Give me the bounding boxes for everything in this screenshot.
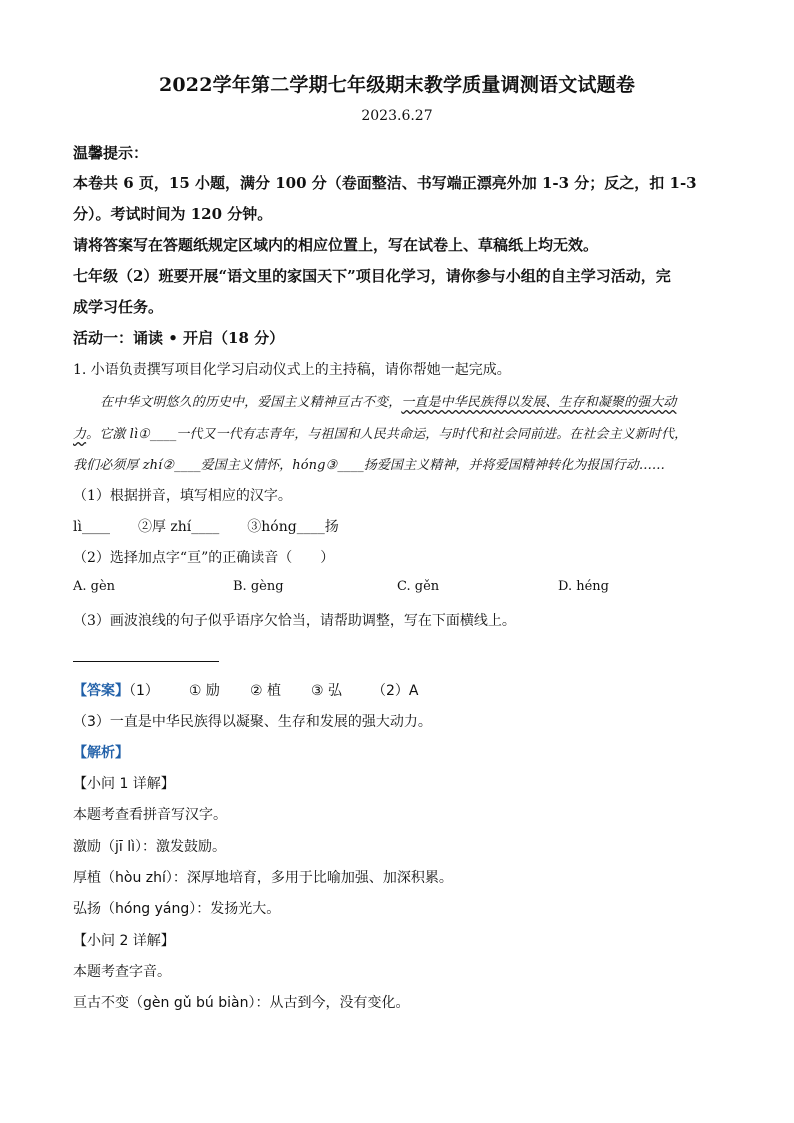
option-a: A. gèn (73, 579, 116, 594)
fill-blanks: lì____ ②厚 zhí____ ③hóng____扬 (73, 519, 339, 535)
analysis-q2-line-1: 亘古不变（gèn gǔ bú biàn）：从古到今，没有变化。 (73, 995, 410, 1011)
exam-date: 2023.6.27 (361, 108, 433, 124)
analysis-q1-line-1: 激励（jī lì）：激发鼓励。 (73, 839, 227, 855)
wavy-sentence-end: 力 (73, 427, 87, 442)
notice-label: 温馨提示： (73, 144, 149, 162)
exam-title: 2022学年第二学期七年级期末教学质量调测语文试题卷 (158, 74, 636, 96)
answer-part-1: （1） (129, 683, 159, 699)
passage-text: 。它激 lì①____一代又一代有志青年，与祖国和人民共命运，与时代和社会同前进。在社会主义新时代， (86, 427, 688, 442)
analysis-q1-line-3: 弘扬（hóng yáng）：发扬光大。 (73, 901, 281, 917)
activity-heading: 活动一：诵读 • 开启（18 分） (73, 329, 285, 347)
passage-line-2 (73, 423, 687, 442)
analysis-q1-line-2: 厚植（hòu zhí）：深厚地培育，多用于比喻加强、加深积累。 (73, 870, 453, 886)
passage-line-3: 我们必须厚 zhí②____爱国主义情怀，hóng③____扬爱国主义精神，并将爱国精神转化为报国行动…… (73, 458, 666, 473)
answer-tag: 【答案】 (73, 683, 129, 699)
wavy-sentence: 一直是中华民族得以发展、生存和凝聚的强大动 (401, 395, 677, 410)
analysis-q2-heading: 【小问 2 详解】 (73, 933, 175, 949)
notice-line-5: 成学习任务。 (73, 298, 164, 316)
analysis-q1-intro: 本题考查看拼音写汉字。 (73, 807, 227, 823)
sub-question-3: （3）画波浪线的句子似乎语序欠恰当，请帮助调整，写在下面横线上。 (73, 613, 516, 629)
notice-line-4: 七年级（2）班要开展“语文里的家国天下”项目化学习，请你参与小组的自主学习活动，完 (73, 267, 671, 285)
sub-question-2: （2）选择加点字“亘”的正确读音（ ） (73, 550, 335, 566)
answer-blank-line (73, 661, 219, 662)
answer-1-2: ② 植 (249, 683, 281, 699)
sub-question-1: （1）根据拼音，填写相应的汉字。 (73, 488, 292, 504)
question-1-stem: 1. 小语负责撰写项目化学习启动仪式上的主持稿，请你帮她一起完成。 (73, 362, 511, 378)
answer-part-2: （2）A (371, 683, 419, 699)
option-b: B. gèng (233, 579, 284, 594)
analysis-q1-heading: 【小问 1 详解】 (73, 776, 175, 792)
passage-line-1 (100, 391, 676, 410)
option-d: D. héng (558, 579, 609, 594)
passage-text: 在中华文明悠久的历史中，爱国主义精神亘古不变， (100, 395, 402, 410)
option-c: C. gěn (397, 579, 440, 594)
analysis-q2-intro: 本题考查字音。 (73, 964, 171, 980)
answer-line-1 (73, 680, 418, 700)
notice-line-2: 分）。考试时间为 120 分钟。 (73, 205, 273, 223)
notice-line-1: 本卷共 6 页，15 小题，满分 100 分（卷面整洁、书写端正漂亮外加 1-3 分；反之，扣 1-3 (73, 174, 697, 192)
answer-part-3: （3）一直是中华民族得以凝聚、生存和发展的强大动力。 (73, 714, 432, 730)
analysis-tag: 【解析】 (73, 745, 129, 761)
answer-1-3: ③ 弘 (310, 683, 342, 699)
notice-line-3: 请将答案写在答题纸规定区域内的相应位置上，写在试卷上、草稿纸上均无效。 (73, 236, 599, 254)
answer-1-1: ① 励 (188, 683, 220, 699)
